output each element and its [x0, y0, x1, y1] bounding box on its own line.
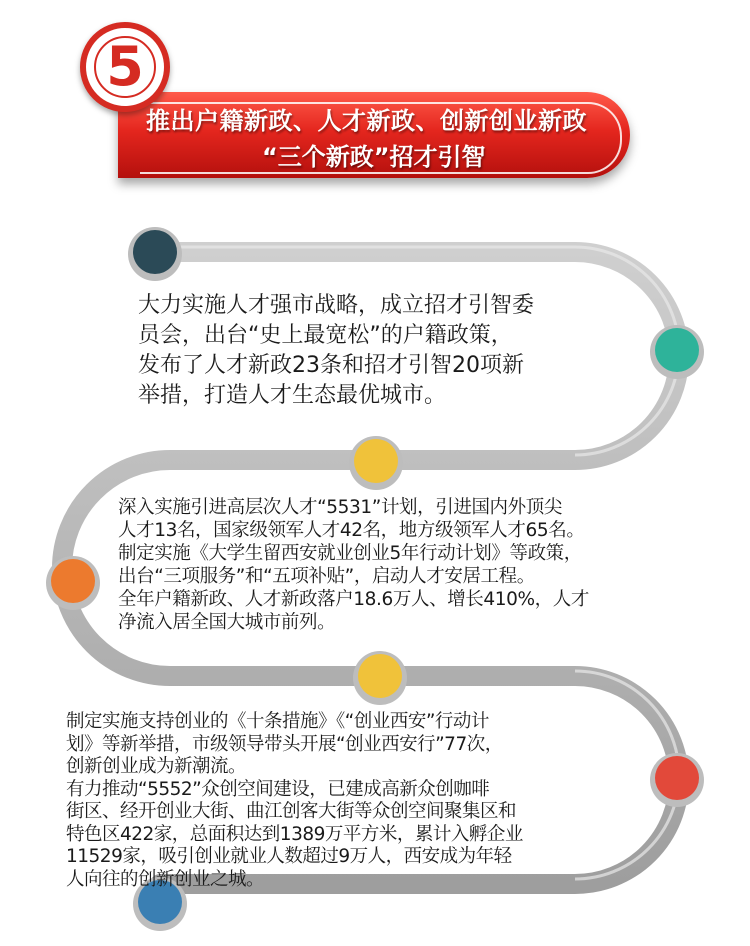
section-number-badge [80, 22, 170, 112]
text-line: 创新创业成为新潮流。 [66, 756, 247, 777]
dot-left-orange [51, 559, 95, 603]
text-line: 街区、经开创业大街、曲江创客大街等众创空间聚集区和 [66, 801, 517, 822]
paragraph-entrepreneurship [66, 711, 523, 891]
header-subtitle: “三个新政”招才引智 [262, 143, 486, 171]
header-title: 推出户籍新政、人才新政、创新创业新政 [146, 107, 587, 135]
text-line: 特色区422家，总面积达到1389万平方米，累计入孵企业 [66, 823, 523, 845]
text-line: 发布了人才新政23条和招才引智20项新 [138, 353, 524, 378]
text-line: 员会，出台“史上最宽松”的户籍政策， [138, 323, 513, 348]
text-line: 人向往的创新创业之城。 [66, 868, 265, 890]
text-line: 全年户籍新政、人才新政落户18.6万人、增长410%，人才 [118, 589, 589, 610]
dot-right-green [655, 328, 699, 372]
text-line: 制定实施《大学生留西安就业创业5年行动计划》等政策， [118, 543, 582, 564]
dot-mid-yellow [354, 439, 398, 483]
text-line: 人才13名，国家级领军人才42名，地方级领军人才65名。 [118, 520, 585, 541]
dot-top-dark-teal [133, 230, 177, 274]
text-line: 举措，打造人才生态最优城市。 [138, 383, 447, 408]
text-line: 划》等新举措，市级领导带头开展“创业西安行”77次， [66, 733, 503, 755]
text-line: 深入实施引进高层次人才“5531”计划，引进国内外顶尖 [118, 497, 562, 518]
paragraph-talent-introduction [118, 496, 589, 634]
text-line: 出台“三项服务”和“五项补贴”，启动人才安居工程。 [118, 566, 535, 587]
text-line: 11529家，吸引创业就业人数超过9万人，西安成为年轻 [66, 846, 512, 867]
text-line: 大力实施人才强市战略，成立招才引智委 [138, 293, 535, 318]
text-line: 净流入居全国大城市前列。 [118, 612, 336, 633]
paragraph-talent-strategy [138, 291, 534, 411]
dot-right-red [655, 756, 699, 800]
section-number: 5 [106, 35, 144, 98]
text-line: 制定实施支持创业的《十条措施》《“创业西安”行动计 [66, 711, 489, 732]
text-line: 有力推动“5552”众创空间建设，已建成高新众创咖啡 [66, 778, 490, 800]
dot-lower-yellow [358, 654, 402, 698]
